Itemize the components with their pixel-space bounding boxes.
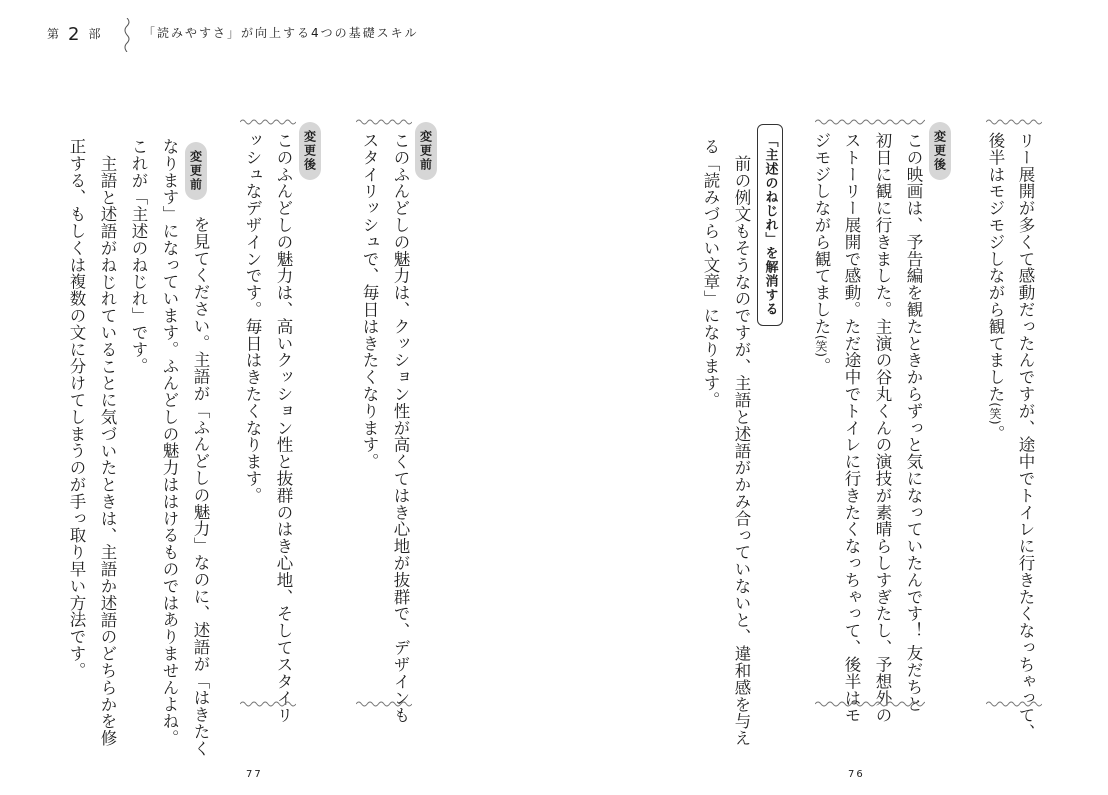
after-box-wave-bottom	[815, 700, 925, 708]
after-box-wave-bottom-left	[240, 700, 296, 708]
after-example-col-3: ストーリー展開で感動。ただ途中でトイレに行きたくなっちゃって、後半はモ	[842, 132, 861, 724]
page-number-left: 77	[246, 769, 263, 780]
after-box-wave-top-left	[240, 118, 296, 126]
after-example-col-2: 初日に観に行きました。主演の谷丸くんの演技が素晴らしすぎたし、予想外の	[873, 132, 892, 724]
page-number-right: 76	[848, 769, 865, 780]
left-body-col-1: を見てください。主語が「ふんどしの魅力」なのに、述語が「はきたく	[191, 216, 210, 757]
prev-example-col-1: リー展開が多くて感動だったんですが、途中でトイレに行きたくなっちゃって、	[1016, 132, 1035, 741]
prev-example-col-2	[979, 132, 1011, 442]
section-heading: 「主述のねじれ」を解消する	[757, 124, 783, 326]
part-prefix: 第	[47, 27, 61, 41]
wave-divider-bottom	[986, 700, 1042, 708]
after-label: 変更後	[929, 122, 951, 180]
left-body-col-4: 主語と述語がねじれていることに気づいたときは、主語か述語のどちらかを修	[98, 154, 117, 746]
before-example-col-2: スタイリッシュで、毎日はきたくなります。	[360, 132, 379, 470]
after-box-wave-top	[815, 118, 925, 126]
part-suffix: 部	[88, 27, 102, 41]
wave-divider-top	[986, 118, 1042, 126]
before-label-2: 変更前	[185, 142, 207, 200]
left-body-col-5: 正する、もしくは複数の文に分けてしまうのが手っ取り早い方法です。	[67, 138, 86, 679]
after-example-left-col-1: このふんどしの魅力は、高いクッション性と抜群のはき心地、そしてスタイリ	[274, 132, 293, 724]
prev-example-text: 後半はモジモジしながら観てました	[986, 132, 1005, 403]
before-box-wave-bottom	[356, 700, 412, 708]
header-wave-divider	[121, 18, 133, 52]
left-body-col-3: これが「主述のねじれ」です。	[129, 138, 148, 375]
part-number: 2	[68, 24, 81, 45]
before-example-col-1: このふんどしの魅力は、クッション性が高くてはき心地が抜群で、デザインも	[391, 132, 410, 724]
left-body-col-2: なります」になっています。ふんどしの魅力ははけるものではありませんよね。	[160, 138, 179, 747]
period: 。	[986, 424, 1005, 442]
after-label-left: 変更後	[299, 122, 321, 180]
laugh-mark: (笑)	[988, 402, 1002, 425]
after-example-col-4	[805, 132, 837, 374]
before-box-wave-top	[356, 118, 412, 126]
after-example-col-1: この映画は、予告編を観たときからずっと気になっていたんです！ 友だちと	[904, 132, 923, 713]
laugh-mark: (笑)	[814, 334, 828, 358]
body-col-2: る「読みづらい文章」になります。	[701, 138, 720, 409]
before-label-1: 変更前	[415, 122, 437, 180]
part-indicator	[47, 22, 101, 43]
chapter-title: 「読みやすさ」が向上する4つの基礎スキル	[143, 26, 419, 40]
period: 。	[812, 357, 831, 375]
after-example-text: ジモジしながら観てました	[812, 132, 831, 335]
after-example-left-col-2: ッシュなデザインです。毎日はきたくなります。	[243, 132, 262, 504]
body-col-1: 前の例文もそうなのですが、主語と述語がかみ合っていないと、違和感を与え	[732, 154, 751, 746]
